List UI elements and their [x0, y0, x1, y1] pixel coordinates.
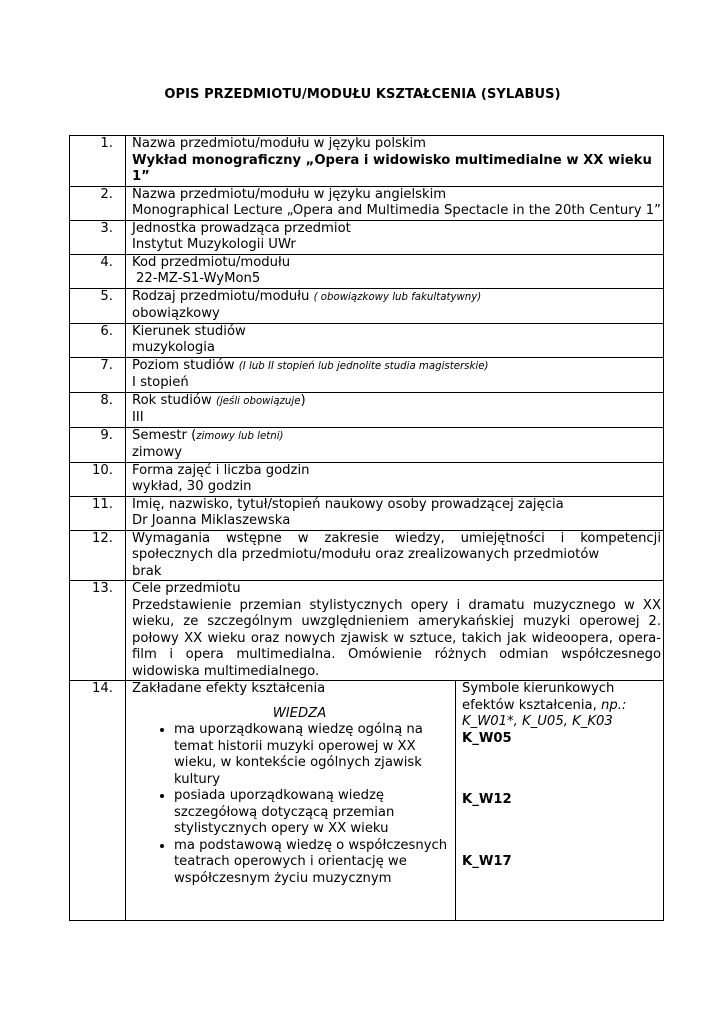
- row-content: [126, 530, 664, 581]
- row-number: 3.: [70, 220, 126, 254]
- table-row: [70, 427, 664, 462]
- row-label-line: [132, 428, 661, 446]
- row-number: 6.: [70, 323, 126, 357]
- row-value: muzykologia: [132, 340, 216, 355]
- table-row: [70, 496, 664, 530]
- row-value: brak: [132, 563, 162, 579]
- row-label: Rodzaj przedmiotu/modułu: [132, 288, 310, 304]
- row-content: [126, 136, 664, 187]
- row-number: 12.: [70, 530, 126, 581]
- symbols-header-text: Symbole kierunkowych efektów kształcenia,: [462, 681, 615, 713]
- row-number: 5.: [70, 288, 126, 323]
- row-note: (I lub II stopień lub jednolite studia magisterskie): [238, 360, 489, 372]
- symbols-header: [462, 681, 661, 731]
- row-content: [126, 323, 664, 357]
- row-label: Nazwa przedmiotu/modułu w języku angielskim: [132, 186, 447, 202]
- row-note: ( obowiązkowy lub fakultatywny): [313, 291, 482, 303]
- row-content: [126, 220, 664, 254]
- symbols-example: np.: K_W01*, K_U05, K_K03: [462, 697, 627, 729]
- row-value: obowiązkowy: [132, 306, 220, 321]
- table-row: [70, 392, 664, 427]
- row-label: Nazwa przedmiotu/modułu w języku polskim: [132, 136, 427, 151]
- document-title: OPIS PRZEDMIOTU/MODUŁU KSZTAŁCENIA (SYLABUS): [164, 87, 561, 102]
- row-label-suffix: ): [300, 392, 306, 408]
- row-value: Dr Joanna Miklaszewska: [132, 513, 291, 528]
- row-content: [126, 288, 664, 323]
- table-row: [70, 220, 664, 254]
- row-number: 7.: [70, 357, 126, 392]
- effect-symbol: K_W12: [462, 792, 512, 807]
- row-value: Monographical Lecture „Opera and Multimedia Spectacle in the 20th Century 1”: [132, 203, 661, 218]
- table-row-effects: [70, 681, 664, 921]
- row-value: I stopień: [132, 375, 189, 390]
- row-number: 13.: [70, 581, 126, 681]
- row-number: 1.: [70, 136, 126, 187]
- row-content: [126, 581, 664, 681]
- list-item: • ma podstawową wiedzę o współczesnych teatrach operowych i orientację we współczesnym życiu muzycznym: [174, 838, 453, 888]
- table-row: [70, 462, 664, 496]
- row-content: [126, 496, 664, 530]
- row-label: Kod przedmiotu/modułu: [132, 254, 291, 270]
- row-value: 22-MZ-S1-WyMon5: [136, 271, 261, 286]
- effects-description-cell: [126, 681, 456, 921]
- row-number: 11.: [70, 496, 126, 530]
- row-value: zimowy: [132, 445, 183, 460]
- list-item: • ma uporządkowaną wiedzę ogólną na temat historii muzyki operowej w XX wieku, w kontekście ogólnych zjawisk kultury: [174, 722, 453, 788]
- table-row: [70, 186, 664, 220]
- row-content: [126, 392, 664, 427]
- row-label: Imię, nazwisko, tytuł/stopień naukowy osoby prowadzącej zajęcia: [132, 496, 564, 512]
- row-number: 14.: [70, 681, 126, 921]
- row-content: [126, 427, 664, 462]
- row-label: Poziom studiów: [132, 357, 235, 373]
- row-label: Kierunek studiów: [132, 323, 246, 339]
- table-row: [70, 288, 664, 323]
- row-value: III: [132, 410, 144, 425]
- row-value: Instytut Muzykologii UWr: [132, 237, 296, 252]
- effects-symbols-cell: [456, 681, 664, 921]
- table-row: [70, 323, 664, 357]
- row-label: Wymagania wstępne w zakresie wiedzy, umiejętności i kompetencji społecznych dla przedmiotu/modułu oraz zrealizowanych przedmiotów: [132, 530, 662, 562]
- row-number: 9.: [70, 427, 126, 462]
- row-label: Jednostka prowadząca przedmiot: [132, 220, 351, 236]
- effects-section-title: WIEDZA: [272, 705, 327, 721]
- row-label-line: [132, 393, 661, 411]
- row-label: Semestr (: [132, 427, 197, 443]
- table-row: [70, 530, 664, 581]
- row-value: Wykład monograficzny „Opera i widowisko multimedialne w XX wieku 1”: [132, 152, 652, 184]
- row-number: 2.: [70, 186, 126, 220]
- row-content: [126, 254, 664, 288]
- row-label: Forma zajęć i liczba godzin: [132, 462, 310, 478]
- effects-label: Zakładane efekty kształcenia: [132, 681, 326, 696]
- syllabus-table: [69, 135, 664, 921]
- effect-symbol: K_W05: [462, 730, 512, 746]
- list-item: • posiada uporządkowaną wiedzę szczegółową dotyczącą przemian stylistycznych opery w XX wieku: [174, 788, 453, 838]
- row-number: 8.: [70, 392, 126, 427]
- table-row: [70, 581, 664, 681]
- table-row: [70, 136, 664, 187]
- row-label-line: [132, 289, 661, 307]
- row-content: [126, 186, 664, 220]
- row-label: Cele przedmiotu: [132, 581, 241, 596]
- row-note: zimowy lub letni): [196, 430, 284, 442]
- effect-symbol: K_W17: [462, 853, 512, 869]
- row-note: (jeśli obowiązuje: [215, 395, 301, 407]
- effects-list: [132, 722, 453, 887]
- row-number: 10.: [70, 462, 126, 496]
- row-value: wykład, 30 godzin: [132, 479, 252, 494]
- row-content: [126, 357, 664, 392]
- row-number: 4.: [70, 254, 126, 288]
- table-row: [70, 357, 664, 392]
- row-label: Rok studiów: [132, 392, 212, 408]
- row-value: Przedstawienie przemian stylistycznych opery i dramatu muzycznego w XX wieku, ze szczególnym uwzględnieniem amerykańskiej muzyki operowej 2. połowy XX wieku oraz nowych zjawisk w sztuce, takich jak wideoopera, opera-film i opera multimedialna. Omówienie różnych odmian współczesnego widowiska multimedialnego.: [132, 597, 662, 679]
- row-content: [126, 462, 664, 496]
- table-row: [70, 254, 664, 288]
- row-label-line: [132, 358, 661, 376]
